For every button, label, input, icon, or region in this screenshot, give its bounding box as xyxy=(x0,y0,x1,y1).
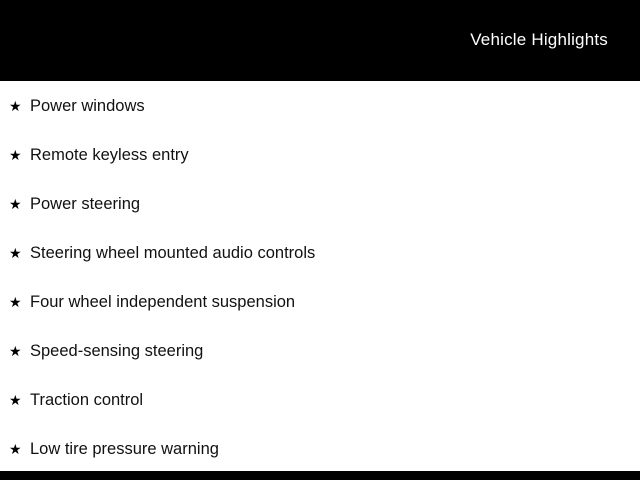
star-bullet-icon: ★ xyxy=(9,342,22,359)
list-item-label: Traction control xyxy=(30,390,144,409)
list-item xyxy=(0,81,640,130)
vehicle-highlights-list xyxy=(0,81,640,473)
list-item-label: Four wheel independent suspension xyxy=(30,292,296,311)
list-item xyxy=(0,277,640,326)
star-bullet-icon: ★ xyxy=(9,293,22,310)
list-item-label: Speed-sensing steering xyxy=(30,341,204,360)
list-item-label: Low tire pressure warning xyxy=(30,439,219,458)
list-item-label: Power windows xyxy=(30,96,145,115)
star-bullet-icon: ★ xyxy=(9,244,22,261)
list-item xyxy=(0,179,640,228)
list-item xyxy=(0,130,640,179)
star-bullet-icon: ★ xyxy=(9,195,22,212)
list-item xyxy=(0,424,640,473)
list-item-label: Steering wheel mounted audio controls xyxy=(30,243,316,262)
header-bar xyxy=(0,0,640,81)
page-title: Vehicle Highlights xyxy=(470,30,608,49)
star-bullet-icon: ★ xyxy=(9,97,22,114)
list-item xyxy=(0,375,640,424)
star-bullet-icon: ★ xyxy=(9,440,22,457)
list-item-label: Power steering xyxy=(30,194,141,213)
list-item xyxy=(0,326,640,375)
footer-strip xyxy=(0,471,640,480)
list-item xyxy=(0,228,640,277)
star-bullet-icon: ★ xyxy=(9,391,22,408)
list-item-label: Remote keyless entry xyxy=(30,145,189,164)
star-bullet-icon: ★ xyxy=(9,146,22,163)
